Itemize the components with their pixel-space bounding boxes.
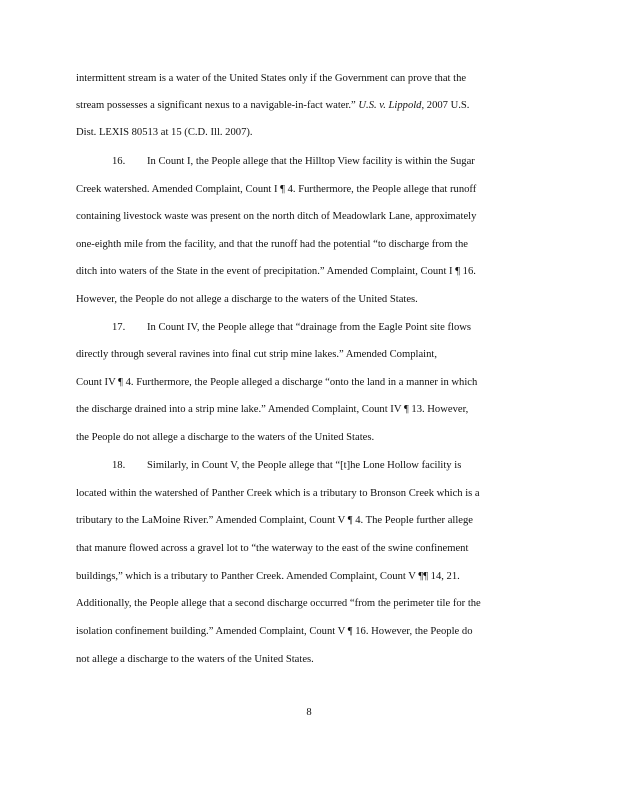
paragraph-text: Count IV ¶ 4. Furthermore, the People alleged a discharge “onto the land in a manner in which xyxy=(76,377,478,388)
case-citation: U.S. v. Lippold xyxy=(358,100,422,111)
intro-line-2-pre: stream possesses a significant nexus to a navigable-in-fact water.” xyxy=(76,100,359,111)
intro-line-3-text: Dist. LEXIS 80513 at 15 (C.D. Ill. 2007). xyxy=(76,127,253,138)
paragraph-16-line-1 xyxy=(112,155,475,169)
paragraph-18-line-1 xyxy=(112,459,461,473)
paragraph-17-line-3 xyxy=(76,376,477,390)
paragraph-text: Creek watershed. Amended Complaint, Count I ¶ 4. Furthermore, the People allege that runoff xyxy=(76,184,477,195)
paragraph-text: buildings,” which is a tributary to Panther Creek. Amended Complaint, Count V ¶¶ 14, 21. xyxy=(76,571,460,582)
paragraph-text: Additionally, the People allege that a second discharge occurred “from the perimeter tile for the xyxy=(76,598,481,609)
paragraph-text: However, the People do not allege a discharge to the waters of the United States. xyxy=(76,294,418,305)
paragraph-text: one-eighth mile from the facility, and that the runoff had the potential “to discharge from the xyxy=(76,239,468,250)
paragraph-text: that manure flowed across a gravel lot to “the waterway to the east of the swine confinement xyxy=(76,543,469,554)
paragraph-text: ditch into waters of the State in the event of precipitation.” Amended Complaint, Count I ¶ 16. xyxy=(76,266,476,277)
intro-line-3 xyxy=(76,126,253,140)
paragraph-number: 16. xyxy=(112,156,126,167)
paragraph-18-line-8 xyxy=(76,653,314,667)
paragraph-text: directly through several ravines into final cut strip mine lakes.” Amended Complaint, xyxy=(76,349,437,360)
paragraph-16-line-4 xyxy=(76,238,468,252)
intro-line-2 xyxy=(76,99,469,113)
paragraph-17-line-2 xyxy=(76,348,437,362)
paragraph-16-line-5 xyxy=(76,265,476,279)
paragraph-text: In Count IV, the People allege that “drainage from the Eagle Point site flows xyxy=(147,322,472,333)
paragraph-text: isolation confinement building.” Amended Complaint, Count V ¶ 16. However, the People do xyxy=(76,626,473,637)
page-number: 8 xyxy=(306,707,312,718)
paragraph-text: Similarly, in Count V, the People allege that “[t]he Lone Hollow facility is xyxy=(147,460,462,471)
intro-line-2-post: , 2007 U.S. xyxy=(421,100,470,111)
paragraph-16-line-6 xyxy=(76,293,418,307)
paragraph-18-line-6 xyxy=(76,597,481,611)
paragraph-text: the People do not allege a discharge to the waters of the United States. xyxy=(76,432,375,443)
paragraph-16-line-3 xyxy=(76,210,476,224)
paragraph-text: the discharge drained into a strip mine lake.” Amended Complaint, Count IV ¶ 13. However, xyxy=(76,404,469,415)
paragraph-text: In Count I, the People allege that the Hilltop View facility is within the Sugar xyxy=(147,156,475,167)
paragraph-18-line-7 xyxy=(76,625,473,639)
paragraph-number: 17. xyxy=(112,322,126,333)
intro-line-1 xyxy=(76,72,466,86)
paragraph-number: 18. xyxy=(112,460,126,471)
paragraph-18-line-2 xyxy=(76,487,480,501)
paragraph-text: tributary to the LaMoine River.” Amended Complaint, Count V ¶ 4. The People further allege xyxy=(76,515,473,526)
paragraph-text: located within the watershed of Panther Creek which is a tributary to Bronson Creek which is a xyxy=(76,488,480,499)
paragraph-18-line-3 xyxy=(76,514,473,528)
paragraph-text: containing livestock waste was present on the north ditch of Meadowlark Lane, approximately xyxy=(76,211,477,222)
paragraph-text: not allege a discharge to the waters of the United States. xyxy=(76,654,314,665)
paragraph-18-line-4 xyxy=(76,542,468,556)
paragraph-18-line-5 xyxy=(76,570,460,584)
paragraph-17-line-5 xyxy=(76,431,374,445)
paragraph-16-line-2 xyxy=(76,183,476,197)
paragraph-17-line-4 xyxy=(76,403,468,417)
intro-line-1-text: intermittent stream is a water of the United States only if the Government can prove that the xyxy=(76,73,467,84)
paragraph-17-line-1 xyxy=(112,321,471,335)
